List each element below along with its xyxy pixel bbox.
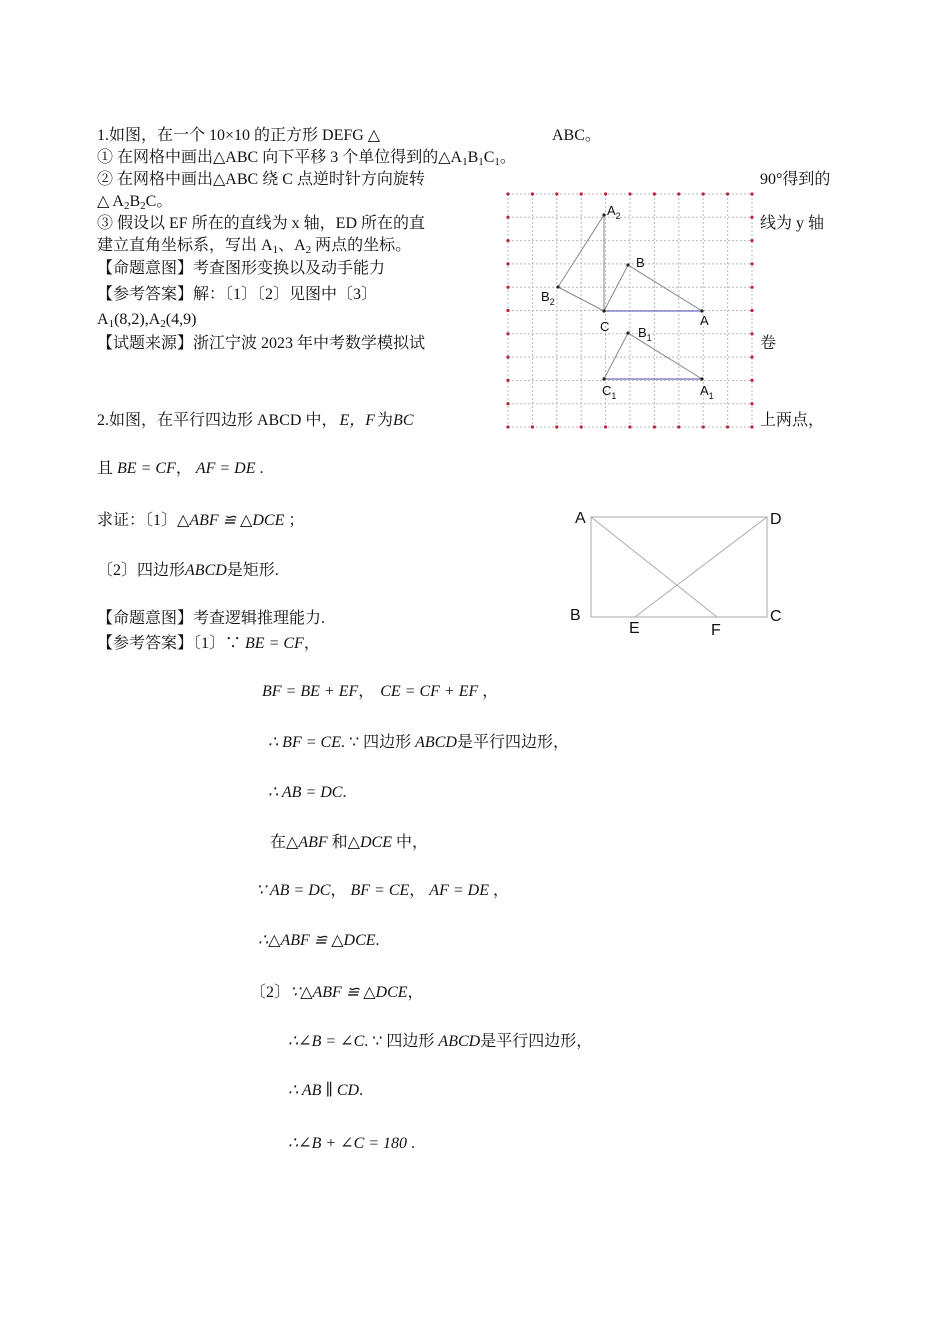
point-b [626, 263, 629, 266]
q1-line5b: 线为 y 轴 [760, 215, 825, 232]
q2-step7: 〔2〕∵△ABF ≌ △DCE， [250, 984, 424, 1001]
grid-dot [702, 425, 705, 428]
grid-dot [506, 262, 509, 265]
label-a1: $A_1$ [700, 383, 714, 401]
label-rect-a: A [575, 510, 586, 527]
q2-step4: 在△ABF 和△DCE 中， [270, 834, 428, 851]
grid-dot [531, 425, 534, 428]
grid-dot [506, 332, 509, 335]
grid-dot [750, 356, 753, 359]
grid-dot [628, 425, 631, 428]
grid-dot [506, 309, 509, 312]
q1-line1a: 1.如图，在一个 10×10 的正方形 DEFG △ [97, 127, 381, 144]
grid-dot [750, 239, 753, 242]
grid-dot [506, 192, 509, 195]
grid-dot [677, 425, 680, 428]
grid-dot [506, 286, 509, 289]
grid-figure [500, 187, 760, 435]
grid-dot [506, 216, 509, 219]
label-b2: $B_2$ [541, 289, 555, 307]
grid-dot [750, 216, 753, 219]
grid-dot [506, 425, 509, 428]
q1-coords: $A_1(8,2),A_2(4,9)$ [97, 311, 197, 330]
label-rect-e: E [629, 620, 640, 637]
q2-line1: 2.如图，在平行四边形 ABCD 中， E，F 为BC [97, 412, 414, 429]
q1-line3a: ② 在网格中画出△ABC 绕 C 点逆时针方向旋转 [97, 171, 425, 188]
label-rect-d: D [770, 511, 782, 528]
grid-dot [750, 332, 753, 335]
q2-step1: BF = BE + EF， CE = CF + EF ， [262, 683, 499, 700]
grid-dot [750, 309, 753, 312]
grid-dot [750, 425, 753, 428]
q2-prove-2: 〔2〕四边形ABCD是矩形. [97, 562, 279, 579]
grid-dot [506, 379, 509, 382]
q2-step3: ∴ AB = DC. [268, 784, 347, 801]
grid-dot [531, 192, 534, 195]
label-rect-b: B [570, 607, 581, 624]
label-a: A [700, 313, 709, 328]
grid-dot [726, 425, 729, 428]
q2-step8: ∴∠B = ∠C. ∵ 四边形 ABCD是平行四边形， [288, 1033, 593, 1050]
grid-dot [506, 239, 509, 242]
grid-dot [677, 192, 680, 195]
grid-dot [555, 192, 558, 195]
point-a2 [602, 213, 605, 216]
grid-dot [628, 192, 631, 195]
grid-dot [750, 402, 753, 405]
q2-step9: ∴ AB ∥ CD. [288, 1082, 364, 1099]
grid-dot [580, 425, 583, 428]
grid-dot [750, 286, 753, 289]
q1-answer: 【参考答案】解：〔1〕〔2〕见图中〔3〕 [97, 286, 378, 303]
label-c1: $C_1$ [602, 383, 617, 401]
q2-line1b: 上两点， [760, 412, 825, 429]
q2-answer: 【参考答案】〔1〕∵ BE = CF， [97, 635, 320, 652]
q1-line2: ① 在网格中画出△ABC 向下平移 3 个单位得到的$\triangle A_1B_1C_1$。 [97, 149, 516, 168]
grid-dot [750, 379, 753, 382]
label-rect-f: F [711, 622, 721, 639]
q2-step5: ∵ AB = DC， BF = CE， AF = DE ， [256, 882, 509, 899]
q1-source-a: 【试题来源】浙江宁波 2023 年中考数学模拟试 [97, 335, 426, 352]
point-c [602, 309, 605, 312]
grid-dot [604, 425, 607, 428]
label-rect-c: C [770, 608, 782, 625]
grid-dot [653, 192, 656, 195]
triangle-abc [604, 265, 702, 311]
q1-line6: 建立直角坐标系，写出 $A_1$、$A_2$ 两点的坐标。 [97, 237, 412, 256]
point-b2 [556, 285, 559, 288]
q2-step2: ∴ BF = CE. ∵ 四边形 ABCD是平行四边形， [268, 734, 569, 751]
q2-step6: ∴△ABF ≌ △DCE. [258, 932, 380, 949]
grid-dot [604, 192, 607, 195]
rectangle-figure [565, 505, 795, 645]
grid-dot [750, 192, 753, 195]
point-b1 [626, 331, 629, 334]
point-a1 [700, 377, 703, 380]
rectangle-abcd [591, 517, 767, 617]
q2-line2: 且 BE = CF， AF = DE . [97, 460, 264, 477]
grid-dot [580, 192, 583, 195]
label-b: B [636, 255, 645, 270]
point-c1 [602, 377, 605, 380]
grid-dot [653, 425, 656, 428]
q1-intent: 【命题意图】考查图形变换以及动手能力 [97, 260, 386, 277]
grid-dot [555, 425, 558, 428]
q2-step10: ∴∠B + ∠C = 180 . [288, 1135, 416, 1152]
q2-intent: 【命题意图】考查逻辑推理能力. [97, 610, 326, 627]
q1-line4: △ $A_2B_2C$。 [97, 193, 173, 212]
q1-line3b: 90°得到的 [760, 171, 831, 188]
q2-prove-1: 求证：〔1〕△ABF ≌ △DCE ； [97, 512, 305, 529]
label-a2: $A_2$ [607, 203, 621, 221]
grid-dot [506, 356, 509, 359]
q1-source-b: 卷 [760, 335, 777, 352]
grid-dot [506, 402, 509, 405]
grid-dot [702, 192, 705, 195]
triangle-a1b1c1 [604, 333, 702, 379]
q1-line1b: ABC。 [552, 127, 601, 144]
grid-dot [726, 192, 729, 195]
q1-line5a: ③ 假设以 EF 所在的直线为 x 轴，ED 所在的直 [97, 215, 426, 232]
label-c: C [600, 319, 610, 334]
label-b1: $B_1$ [638, 325, 652, 343]
grid-dot [750, 262, 753, 265]
